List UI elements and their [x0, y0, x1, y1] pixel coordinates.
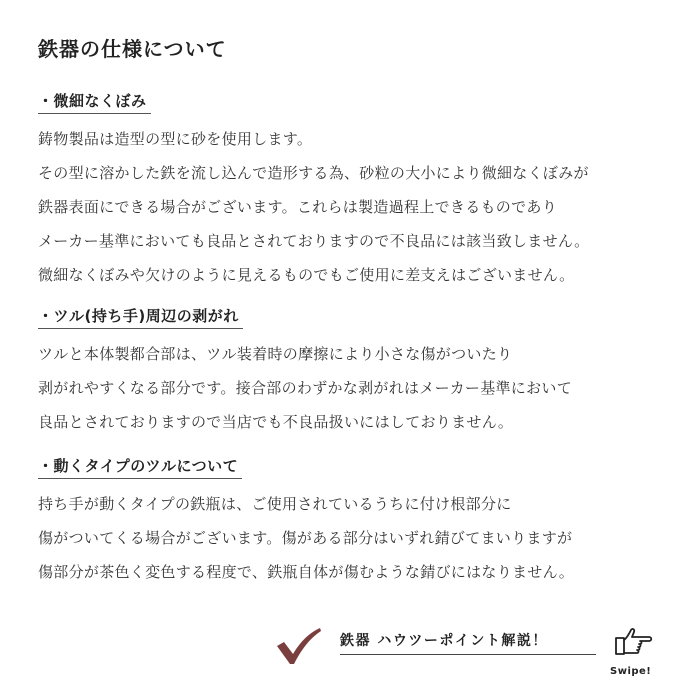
- section-heading: ・動くタイプのツルについて: [38, 455, 242, 479]
- body-line: 傷部分が茶色く変色する程度で、鉄瓶自体が傷むような錆びにはなりません。: [38, 563, 575, 581]
- swipe-label: Swipe!: [610, 666, 652, 677]
- section-body: [38, 337, 670, 439]
- section-heading: ・微細なくぼみ: [38, 90, 151, 114]
- page-title: 鉄器の仕様について: [38, 37, 227, 61]
- body-line: その型に溶かした鉄を流し込んで造形する為、砂粒の大小により微細なくぼみが: [38, 164, 589, 182]
- body-line: 剥がれやすくなる部分です。接合部のわずかな剥がれはメーカー基準において: [38, 379, 573, 397]
- section-heading: ・ツル(持ち手)周辺の剥がれ: [38, 305, 243, 329]
- body-line: メーカー基準においても良品とされておりますので不良品には該当致しません。: [38, 232, 590, 250]
- section-dimples: [38, 90, 670, 292]
- howto-footer: [274, 620, 694, 690]
- check-icon: [274, 626, 322, 666]
- section-handle-peeling: [38, 305, 670, 439]
- footer-label: 鉄器 ハウツーポイント解説！: [340, 633, 548, 649]
- body-line: 鉄器表面にできる場合がございます。これらは製造過程上できるものであり: [38, 198, 558, 216]
- section-movable-handle: [38, 455, 670, 589]
- body-line: 傷がついてくる場合がございます。傷がある部分はいずれ錆びてまいりますが: [38, 529, 573, 547]
- section-body: [38, 122, 670, 292]
- body-line: 微細なくぼみや欠けのように見えるものでもご使用に差支えはございません。: [38, 266, 575, 284]
- body-line: 持ち手が動くタイプの鉄瓶は、ご使用されているうちに付け根部分に: [38, 495, 512, 513]
- body-line: ツルと本体製都合部は、ツル装着時の摩擦により小さな傷がついたり: [38, 345, 513, 363]
- pointing-hand-icon[interactable]: [612, 624, 654, 660]
- footer-underline: [340, 654, 596, 655]
- body-line: 鋳物製品は造型の型に砂を使用します。: [38, 130, 313, 148]
- section-body: [38, 487, 670, 589]
- body-line: 良品とされておりますので当店でも不良品扱いにはしておりません。: [38, 413, 514, 431]
